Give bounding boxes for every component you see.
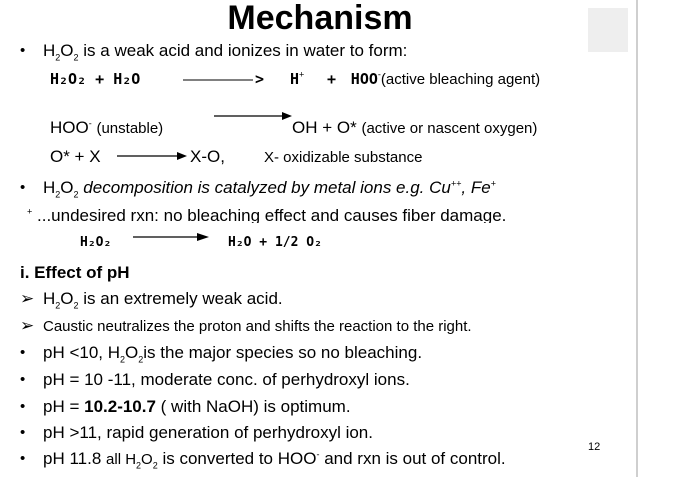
ph-item-above-11: pH >11, rapid generation of perhydroxyl ion. [43,423,373,442]
arrow-bullet: ➢ [20,316,35,335]
eq4-arrow [133,232,209,242]
equation-4-lhs: H₂O₂ [80,235,112,250]
equation-4-rhs: H₂O + 1/2 O₂ [228,235,322,250]
eq1-lhs: H₂O₂ + H₂O [50,70,141,88]
ph-item-11-8: pH 11.8 all $H_2O_2$ is converted to HOO- and rxn is out of control. [43,449,506,471]
bullet: • [20,398,26,415]
equation-3-note: X- oxidizable substance [264,149,423,166]
bullet: • [20,450,26,467]
section-heading: i. Effect of pH [20,263,130,282]
equation-2-lhs: HOO- (unstable) [50,118,164,137]
slide-title: Mechanism [227,0,413,37]
eq1-products: H+ + HOO-(active bleaching agent) [290,69,541,88]
decomposition-line: $H_2O_2$ decomposition is catalyzed by metal ions e.g. Cu++, Fe+ [43,178,496,200]
equation-1 [50,68,140,90]
eq1-arrow [183,74,265,86]
eq1-arrowhead: > [255,70,265,88]
page-number: 12 [588,441,601,453]
arrow-bullet: ➢ [20,289,35,308]
ph-item-caustic: Caustic neutralizes the proton and shifts the reaction to the right. [43,318,472,335]
ph-item-optimum: pH = 10.2-10.7 ( with NaOH) is optimum. [43,397,351,416]
ph-item-weak-acid: $H_2O_2$ is an extremely weak acid. [43,289,283,311]
ph-item-10-11: pH = 10 -11, moderate conc. of perhydroxyl ions. [43,370,410,389]
right-divider [636,0,638,477]
equation-2-rhs: OH + O* (active or nascent oxygen) [292,118,538,137]
bullet: • [20,344,26,361]
intro-line: $H_2O_2$ is a weak acid and ionizes in water to form: [43,41,408,63]
decomposition-continuation: + ...undesired rxn: no bleaching effect and causes fiber damage. [27,206,507,223]
equation-3-rhs: X-O, [190,147,225,166]
bullet: • [20,42,26,59]
bullet: • [20,179,26,196]
equation-3-lhs: O* + X [50,147,101,166]
eq2-arrow [214,111,292,121]
bullet: • [20,371,26,388]
ph-item-below-10: pH <10, $H_2O_2is$ the major species so no bleaching. [43,343,423,365]
eq3-arrow [117,151,187,161]
bullet: • [20,424,26,441]
